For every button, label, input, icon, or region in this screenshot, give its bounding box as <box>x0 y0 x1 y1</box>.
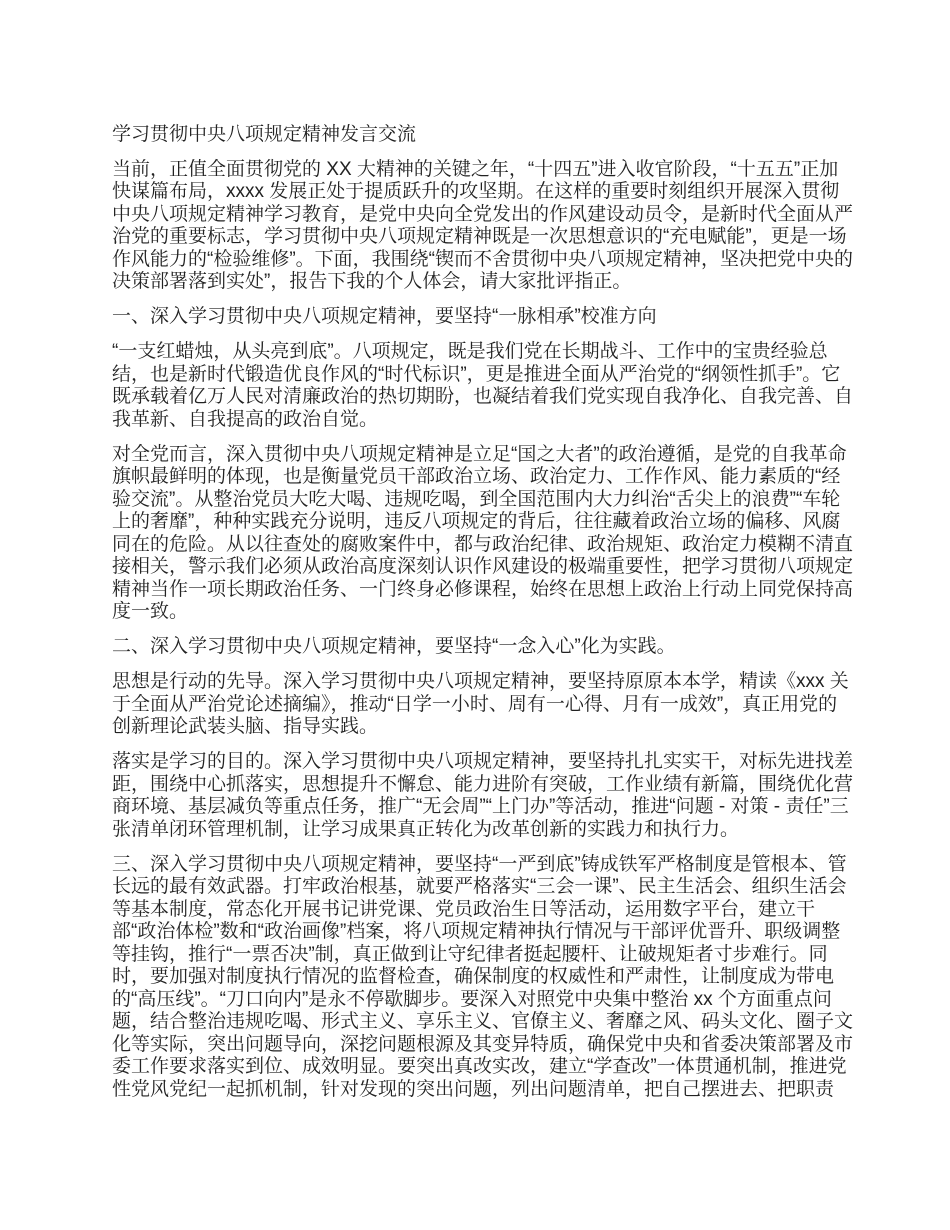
section-1-heading: 一、深入学习贯彻中央八项规定精神，要坚持“一脉相承”校准方向 <box>112 306 657 327</box>
section-2-paragraph-2: 落实是学习的目的。深入学习贯彻中央八项规定精神，要坚持扎扎实实干，对标先进找差距，围绕中心抓落实，思想提升不懈怠、能力进阶有突破，工作业绩有新篇，围绕优化营商环境、基层减负等重点任务，推广“无会周”“上门办”等活动，推进“问题 - 对策 - 责任”三张清单闭环管理机制，让学习成果真正转化为改革创新的实践力和执行力。 <box>112 751 854 840</box>
section-2-heading: 二、深入学习贯彻中央八项规定精神，要坚持“一念入心”化为实践。 <box>112 636 676 657</box>
paragraph-opening: 当前，正值全面贯彻党的 XX 大精神的关键之年，“十四五”进入收官阶段，“十五五”正加快谋篇布局，xxxx 发展正处于提质跃升的攻坚期。在这样的重要时刻组织开展深入贯彻中央八项规定精神学习教育，是党中央向全党发出的作风建设动员令，是新时代全面从严治党的重要标志，学习贯彻中央八项规定精神既是一次思想意识的“充电赋能”，更是一场作风能力的“检验维修”。下面，我围绕“锲而不舍贯彻中央八项规定精神，坚决把党中央的决策部署落到实处”，报告下我的个人体会，请大家批评指正。 <box>112 158 854 292</box>
section-2-paragraph-1: 思想是行动的先导。深入学习贯彻中央八项规定精神，要坚持原原本本学，精读《xxx 关于全面从严治党论述摘编》，推动“日学一小时、周有一心得、月有一成效”，真正用党的创新理论武装头脑、指导实践。 <box>112 671 849 737</box>
section-3-paragraph: 三、深入学习贯彻中央八项规定精神，要坚持“一严到底”铸成铁军严格制度是管根本、管长远的最有效武器。打牢政治根基，就要严格落实“三会一课”、民主生活会、组织生活会等基本制度，常态化开展书记讲党课、党员政治生日等活动，运用数字平台，建立干部“政治体检”数和“政治画像”档案，将八项规定精神执行情况与干部评优晋升、职级调整等挂钩，推行“一票否决”制，真正做到让守纪律者挺起腰杆、让破规矩者寸步难行。同时，要加强对制度执行情况的监督检查，确保制度的权威性和严肃性，让制度成为带电的“高压线”。“刀口向内”是永不停歇脚步。要深入对照党中央集中整治 xx 个方面重点问题，结合整治违规吃喝、形式主义、享乐主义、官僚主义、奢靡之风、码头文化、圈子文化等实际，突出问题导向，深挖问题根源及其变异特质，确保党中央和省委决策部署及市委工作要求落实到位、成效明显。要突出真改实改，建立“学查改”一体贯通机制，推进党性党风党纪一起抓机制，针对发现的突出问题，列出问题清单，把自己摆进去、把职责 <box>112 853 854 1100</box>
document-title: 学习贯彻中央八项规定精神发言交流 <box>112 123 417 145</box>
section-1-paragraph-2: 对全党而言，深入贯彻中央八项规定精神是立足“国之大者”的政治遵循，是党的自我革命旗帜最鲜明的体现，也是衡量党员干部政治立场、政治定力、工作作风、能力素质的“经验交流”。从整治党员大吃大喝、违规吃喝，到全国范围内大力纠治“舌尖上的浪费”“车轮上的奢靡”，种种实践充分说明，违反八项规定的背后，往往藏着政治立场的偏移、风腐同在的危险。从以往查处的腐败案件中，都与政治纪律、政治规矩、政治定力模糊不清直接相关，警示我们必须从政治高度深刻认识作风建设的极端重要性，把学习贯彻八项规定精神当作一项长期政治任务、一门终身必修课程，始终在思想上政治上行动上同党保持高度一致。 <box>112 443 854 622</box>
section-1-paragraph-1: “一支红蜡烛，从头亮到底”。八项规定，既是我们党在长期战斗、工作中的宝贵经验总结，也是新时代锻造优良作风的“时代标识”，更是推进全面从严治党的“纲领性抓手”。它既承载着亿万人民对清廉政治的热切期盼，也凝结着我们党实现自我净化、自我完善、自我革新、自我提高的政治自觉。 <box>112 341 854 430</box>
